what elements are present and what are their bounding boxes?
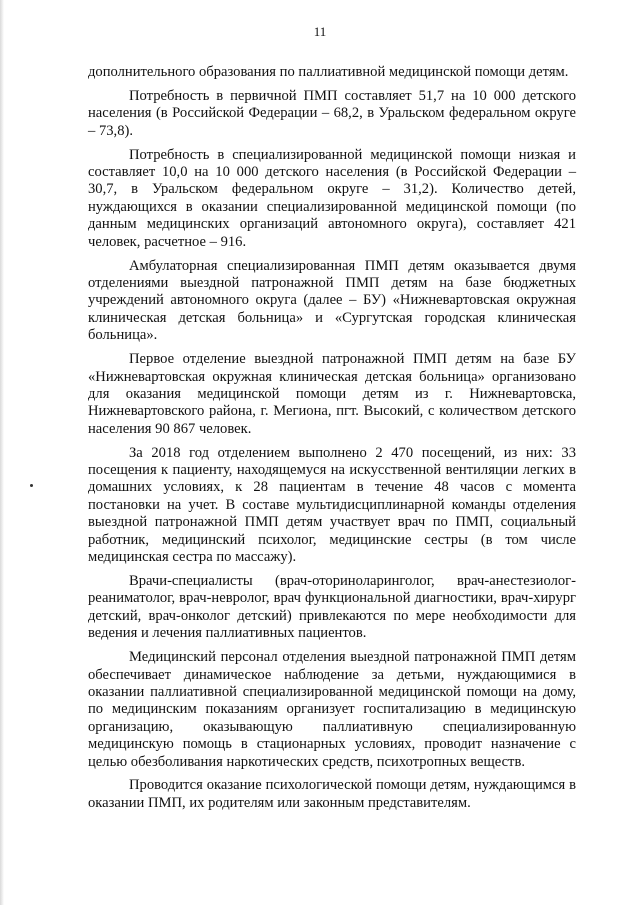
paragraph: За 2018 год отделением выполнено 2 470 посещений, из них: 33 посещения к пациенту, находящемуся на искусственной вентиляции легких в домашних условиях, к 28 пациентам в течение 48 часов с момента постановки на учет. В составе мультидисциплинарной команды отделения выездной патронажной ПМП детям участвует врач по ПМП, социальный работник, медицинский психолог, медицинские сестры (в том числе медицинская сестра по массажу). xyxy=(88,444,576,566)
paragraph: Врачи-специалисты (врач-оториноларинголог, врач-анестезиолог-реаниматолог, врач-невролог, врач функциональной диагностики, врач-хирург детский, врач-онколог детский) привлекаются по мере необходимости для ведения и лечения паллиативных пациентов. xyxy=(88,572,576,642)
scan-speck xyxy=(30,484,33,487)
scan-edge-shadow xyxy=(0,0,4,905)
paragraph: Проводится оказание психологической помощи детям, нуждающимся в оказании ПМП, их родителям или законным представителям. xyxy=(88,777,576,811)
paragraph: Первое отделение выездной патронажной ПМП детям на базе БУ «Нижневартовская окружная клиническая детская больница» организовано для оказания медицинской помощи детям из г. Нижневартовска, Нижневартовского района, г. Мегиона, пгт. Высокий, с количеством детского населения 90 867 человек. xyxy=(88,351,576,437)
paragraph: Медицинский персонал отделения выездной патронажной ПМП детям обеспечивает динамическое наблюдение за детьми, нуждающимися в оказании паллиативной специализированной медицинской помощи на дому, по медицинским показаниям организует госпитализацию в медицинскую организацию, оказывающую паллиативную специализированную медицинскую помощь в стационарных условиях, проводит назначение с целью обезболивания наркотических средств, психотропных веществ. xyxy=(88,649,576,770)
paragraph: Потребность в специализированной медицинской помощи низкая и составляет 10,0 на 10 000 детского населения (в Российской Федерации – 30,7, в Уральском федеральном округе – 31,2). Количество детей, нуждающихся в оказании специализированной медицинской помощи (по данным медицинских организаций автономного округа), составляет 421 человек, расчетное – 916. xyxy=(88,146,576,250)
page-number: 11 xyxy=(313,24,327,39)
document-body xyxy=(88,64,576,819)
paragraph: Потребность в первичной ПМП составляет 51,7 на 10 000 детского населения (в Российской Федерации – 68,2, в Уральском федеральном округе – 73,8). xyxy=(88,87,576,139)
paragraph: Амбулаторная специализированная ПМП детям оказывается двумя отделениями выездной патронажной ПМП детям на базе бюджетных учреждений автономного округа (далее – БУ) «Нижневартовская окружная клиническая детская больница» и «Сургутская городская клиническая больница». xyxy=(88,257,576,344)
paragraph-continuation: дополнительного образования по паллиативной медицинской помощи детям. xyxy=(88,64,569,80)
